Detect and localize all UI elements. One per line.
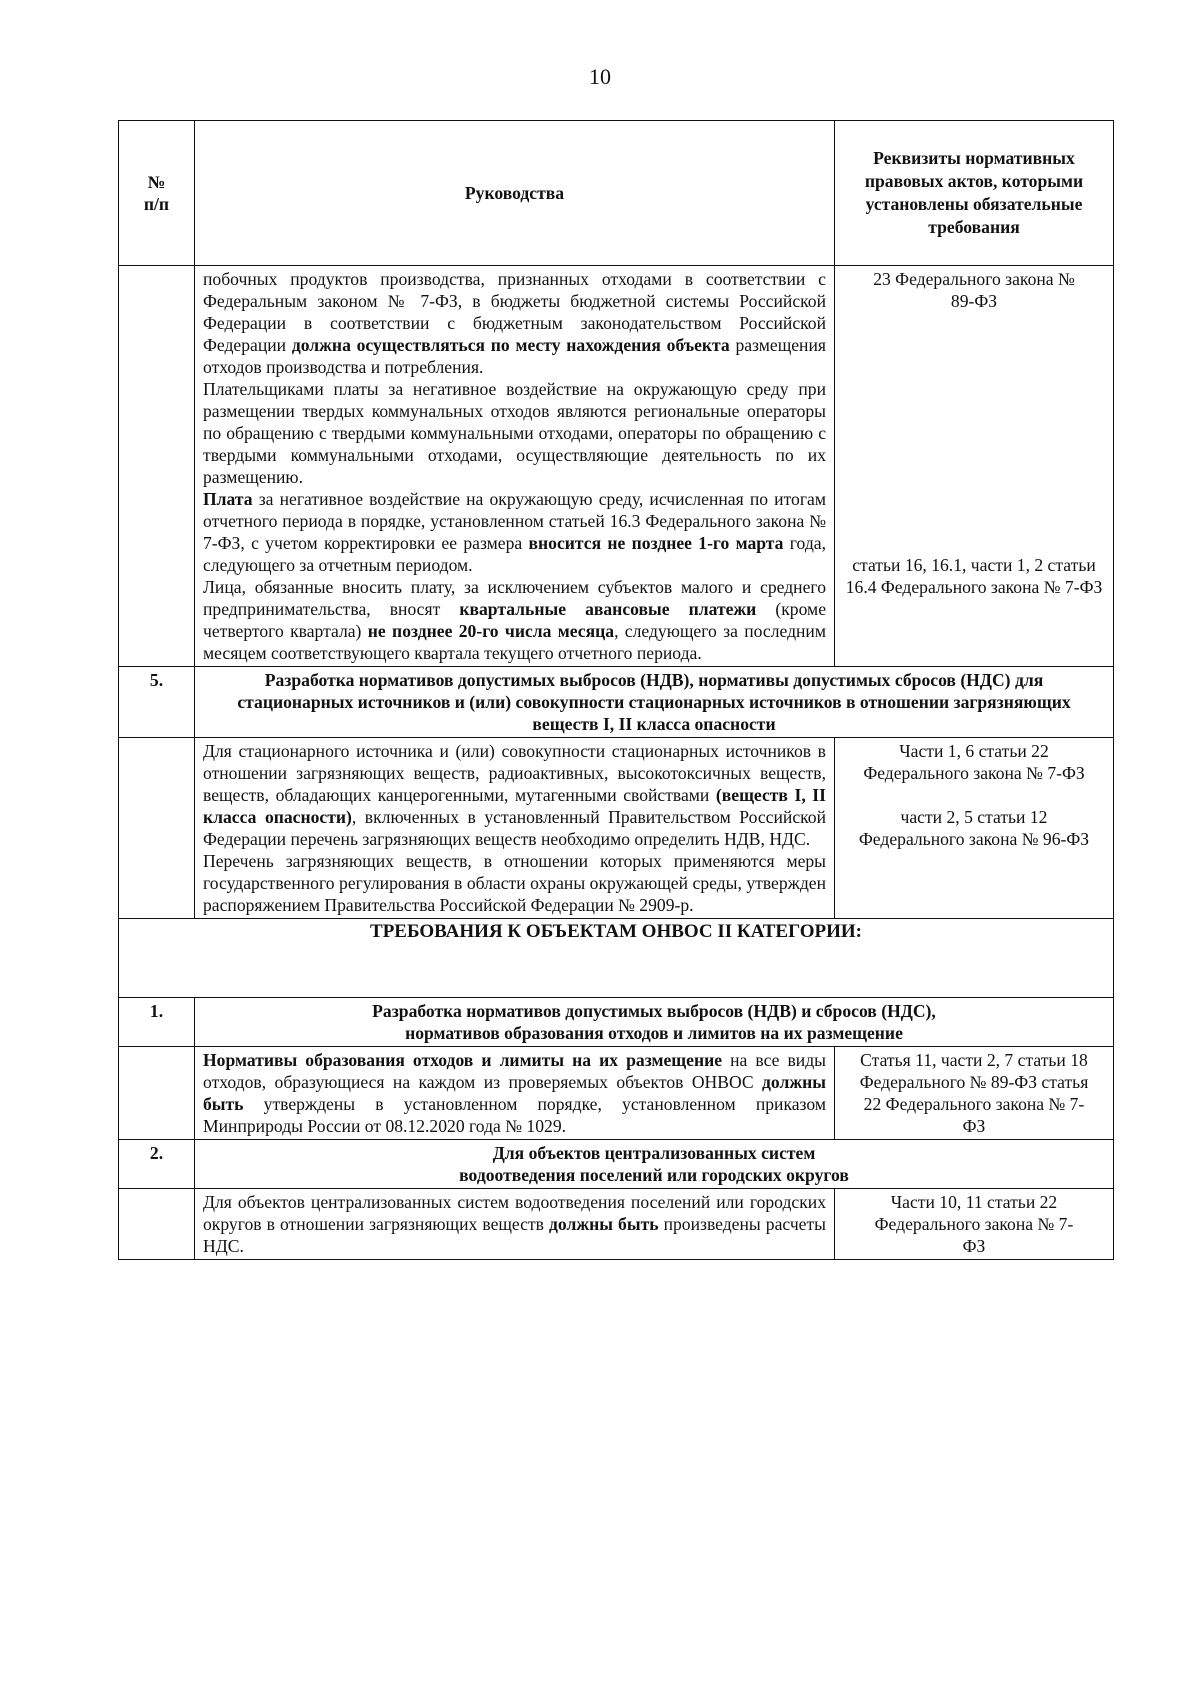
cat2-section2-reference: Части 10, 11 статьи 22 Федерального закона № 7-ФЗ — [835, 1189, 1114, 1260]
section4-text — [195, 266, 835, 667]
s4-paragraph-2 — [203, 378, 826, 488]
text-run: Перечень загрязняющих веществ, в отношении которых применяются меры государственного регулирования в области охраны окружающей среды, утвержден распоряжением Правительства Российской Федерации № 2909-р. — [203, 851, 826, 915]
section5-title: Разработка нормативов допустимых выбросов (НДВ), нормативы допустимых сбросов (НДС) для стационарных источников и (или) совокупности стационарных источников в отношении загрязняющих веществ I, II класса опасности — [195, 667, 1114, 738]
bold-run: Плата — [203, 489, 253, 509]
table-row — [119, 1189, 1114, 1260]
spacer — [855, 784, 1093, 806]
header-number — [119, 121, 195, 266]
text-run: года, следующего за отчетным периодом. — [203, 533, 826, 575]
s4-ref-1: 23 Федерального закона № 89-ФЗ — [873, 269, 1075, 311]
table-row — [119, 738, 1114, 919]
text-run: утверждены в установленном порядке, установленном приказом Минприроды России от 08.12.2020 года № 1029. — [203, 1094, 826, 1136]
table-header-row — [119, 121, 1114, 266]
s5-paragraph-2 — [203, 850, 826, 916]
bold-run: не позднее 20-го числа месяца — [367, 621, 615, 641]
cat2-section1-reference: Статья 11, части 2, 7 статьи 18 Федерального № 89-ФЗ статья 22 Федерального закона № 7-ФЗ — [835, 1047, 1114, 1140]
text-run: произведены расчеты НДС. — [203, 1214, 826, 1256]
s4-paragraph-3 — [203, 488, 826, 576]
cat2-section2-title: Для объектов централизованных систем водоотведения поселений или городских округов — [195, 1140, 1114, 1189]
bold-run: квартальные авансовые платежи — [459, 599, 757, 619]
row-number-empty — [119, 266, 195, 667]
cat2-section1-title: Разработка нормативов допустимых выбросов (НДВ) и сбросов (НДС), нормативов образования отходов и лимитов на их размещение — [195, 998, 1114, 1047]
header-guide — [195, 121, 835, 266]
c2s2-paragraph-1 — [203, 1191, 826, 1257]
text-run: (кроме четвертого квартала) — [203, 599, 826, 641]
section5-references — [835, 738, 1114, 919]
bold-run: должна осуществляться по месту нахождения объекта — [291, 335, 730, 355]
cat2-section1-text — [195, 1047, 835, 1140]
cat2-section2-text — [195, 1189, 835, 1260]
table-row — [119, 266, 1114, 667]
s5-paragraph-1 — [203, 740, 826, 850]
table-row — [119, 998, 1114, 1047]
s4-paragraph-1 — [203, 268, 826, 378]
text-run: на все виды отходов, образующиеся на каждом из проверяемых объектов ОНВОС — [203, 1050, 826, 1092]
category-title: ТРЕБОВАНИЯ К ОБЪЕКТАМ ОНВОС II КАТЕГОРИИ: — [119, 919, 1114, 998]
text-run: за негативное воздействие на окружающую среду, исчисленная по итогам отчетного периода в порядке, установленном статьей 16.3 Федерального закона № 7-ФЗ, с учетом корректировки ее размера — [203, 489, 826, 553]
table-row — [119, 919, 1114, 998]
row-number-empty — [119, 1189, 195, 1260]
section5-text — [195, 738, 835, 919]
s4-ref-2: статьи 16, 16.1, части 1, 2 статьи 16.4 Федерального закона № 7-ФЗ — [845, 555, 1103, 597]
cat2-section1-number: 1. — [119, 998, 195, 1047]
header-guide-text: Руководства — [464, 183, 565, 203]
bold-run: должны быть — [549, 1214, 659, 1234]
s5-ref-2: части 2, 5 статьи 12 Федерального закона № 96-ФЗ — [858, 807, 1090, 849]
table-row — [119, 1140, 1114, 1189]
text-run: , следующего за последним месяцем соответствующего квартала текущего отчетного периода. — [203, 621, 826, 663]
text-run: Для объектов централизованных систем водоотведения поселений или городских округов в отношении загрязняющих веществ — [203, 1192, 826, 1234]
table-row — [119, 1047, 1114, 1140]
text-run: , включенных в установленный Правительством Российской Федерации перечень загрязняющих веществ необходимо определить НДВ, НДС. — [203, 807, 826, 849]
header-requisites-text: Реквизиты нормативных правовых актов, которыми установлены обязательные требования — [864, 148, 1084, 237]
bold-run: Нормативы образования отходов и лимиты на их размещение — [203, 1050, 723, 1070]
requirements-table — [118, 120, 1114, 1260]
text-run: размещения отходов производства и потребления. — [203, 335, 826, 377]
table-row — [119, 667, 1114, 738]
page-number: 10 — [589, 64, 611, 89]
header-number-text: № п/п — [143, 172, 170, 214]
text-run: Для стационарного источника и (или) совокупности стационарных источников в отношении загрязняющих веществ, радиоактивных, высокотоксичных веществ, веществ, обладающих канцерогенными, мутагенными свойствами — [203, 741, 826, 805]
bold-run: должны быть — [203, 1072, 826, 1114]
text-run: побочных продуктов производства, признанных отходами в соответствии с Федеральным законом № 7-ФЗ, в бюджеты бюджетной системы Российской Федерации в соответствии с бюджетным законодательством Российской Федерации — [203, 269, 826, 355]
row-number-empty — [119, 738, 195, 919]
c2s1-paragraph-1 — [203, 1049, 826, 1137]
cat2-section2-number: 2. — [119, 1140, 195, 1189]
s4-paragraph-4 — [203, 576, 826, 664]
text-run: Лица, обязанные вносить плату, за исключением субъектов малого и среднего предпринимательства, вносят — [203, 577, 826, 619]
bold-run: (веществ I, II класса опасности) — [203, 785, 826, 827]
header-requisites — [835, 121, 1114, 266]
s5-ref-1: Части 1, 6 статьи 22 Федерального закона № 7-ФЗ — [863, 741, 1085, 783]
text-run: Плательщиками платы за негативное воздействие на окружающую среду при размещении твердых коммунальных отходов являются региональные операторы по обращению с твердыми коммунальными отходами, операторы по обращению с твердыми коммунальными отходами, осуществляющие деятельность по их размещению. — [203, 379, 826, 487]
bold-run: вносится не позднее 1-го марта — [528, 533, 784, 553]
spacer — [843, 312, 1105, 554]
section5-number: 5. — [119, 667, 195, 738]
section4-references — [835, 266, 1114, 667]
row-number-empty — [119, 1047, 195, 1140]
